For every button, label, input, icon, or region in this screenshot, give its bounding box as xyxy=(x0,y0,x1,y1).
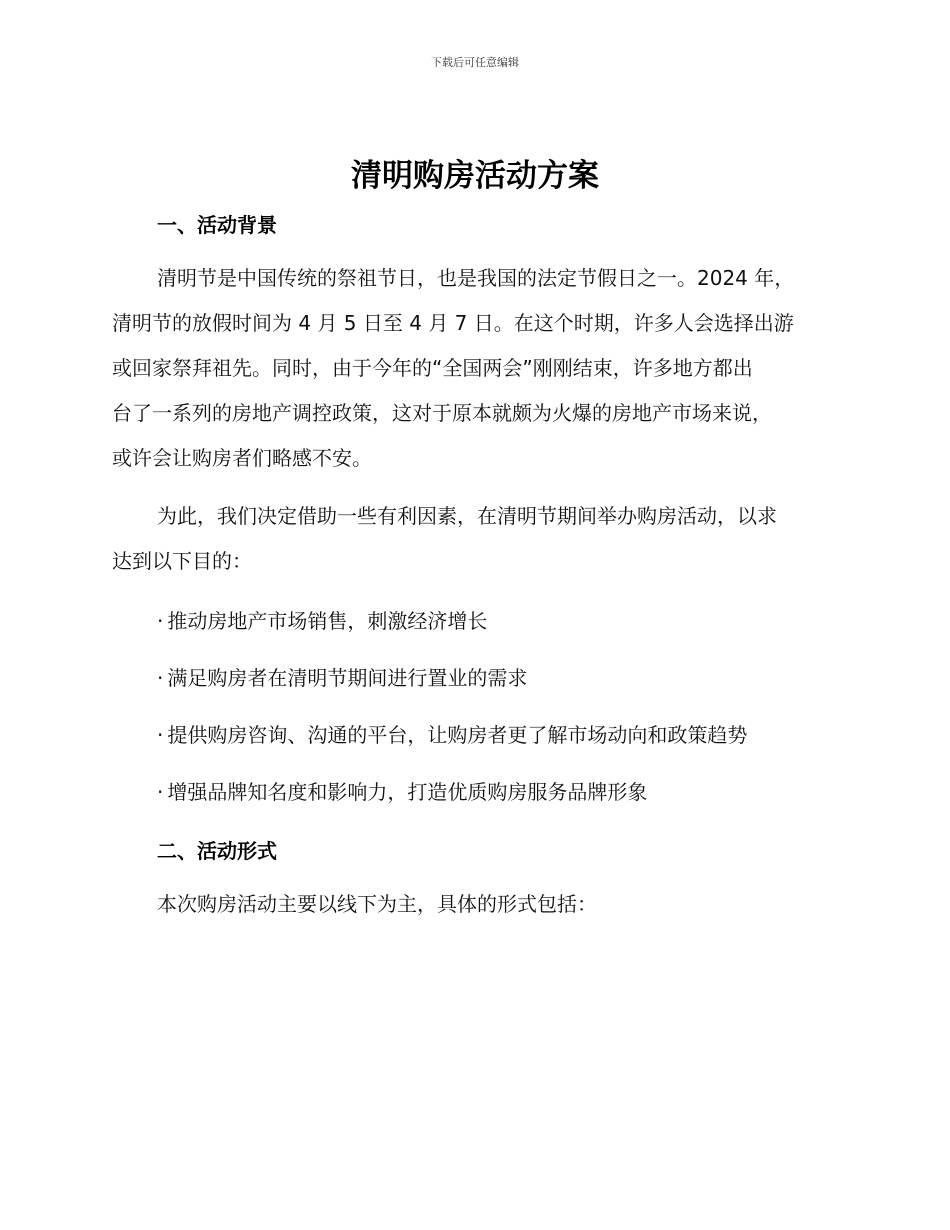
format-paragraph xyxy=(112,882,832,927)
bullet-dot: · xyxy=(157,609,164,633)
paragraph-line: 台了一系列的房地产调控政策，这对于原本就颇为火爆的房地产市场来说， xyxy=(112,401,772,425)
bullet-item xyxy=(157,605,487,634)
paragraph-line: 或回家祭拜祖先。同时，由于今年的“全国两会”刚刚结束，许多地方都出 xyxy=(112,356,753,380)
bullet-text: 增强品牌知名度和影响力，打造优质购房服务品牌形象 xyxy=(167,780,648,804)
paragraph-line: 达到以下目的： xyxy=(112,549,252,573)
background-paragraph xyxy=(112,256,832,481)
bullet-dot: · xyxy=(157,666,164,690)
paragraph-line: 或许会让购房者们略感不安。 xyxy=(112,446,372,470)
paragraph-line: 为此，我们决定借助一些有利因素，在清明节期间举办购房活动，以求 xyxy=(157,504,777,528)
bullet-text: 推动房地产市场销售，刺激经济增长 xyxy=(167,609,488,633)
purpose-paragraph xyxy=(112,494,832,584)
header-note: 下载后可任意编辑 xyxy=(431,56,519,69)
bullet-item xyxy=(157,719,747,748)
section-heading-background: 一、活动背景 xyxy=(157,213,277,237)
bullet-dot: · xyxy=(157,780,164,804)
bullet-text: 提供购房咨询、沟通的平台，让购房者更了解市场动向和政策趋势 xyxy=(167,723,748,747)
document-title: 清明购房活动方案 xyxy=(351,158,599,194)
paragraph-line: 清明节的放假时间为 4 月 5 日至 4 月 7 日。在这个时期，许多人会选择出游 xyxy=(112,311,794,335)
bullet-dot: · xyxy=(157,723,164,747)
paragraph-line: 本次购房活动主要以线下为主，具体的形式包括： xyxy=(157,892,597,916)
bullet-item xyxy=(157,776,647,805)
section-heading-format: 二、活动形式 xyxy=(157,839,277,863)
paragraph-line: 清明节是中国传统的祭祖节日，也是我国的法定节假日之一。2024 年， xyxy=(157,266,795,290)
bullet-text: 满足购房者在清明节期间进行置业的需求 xyxy=(167,666,528,690)
bullet-item xyxy=(157,662,527,691)
